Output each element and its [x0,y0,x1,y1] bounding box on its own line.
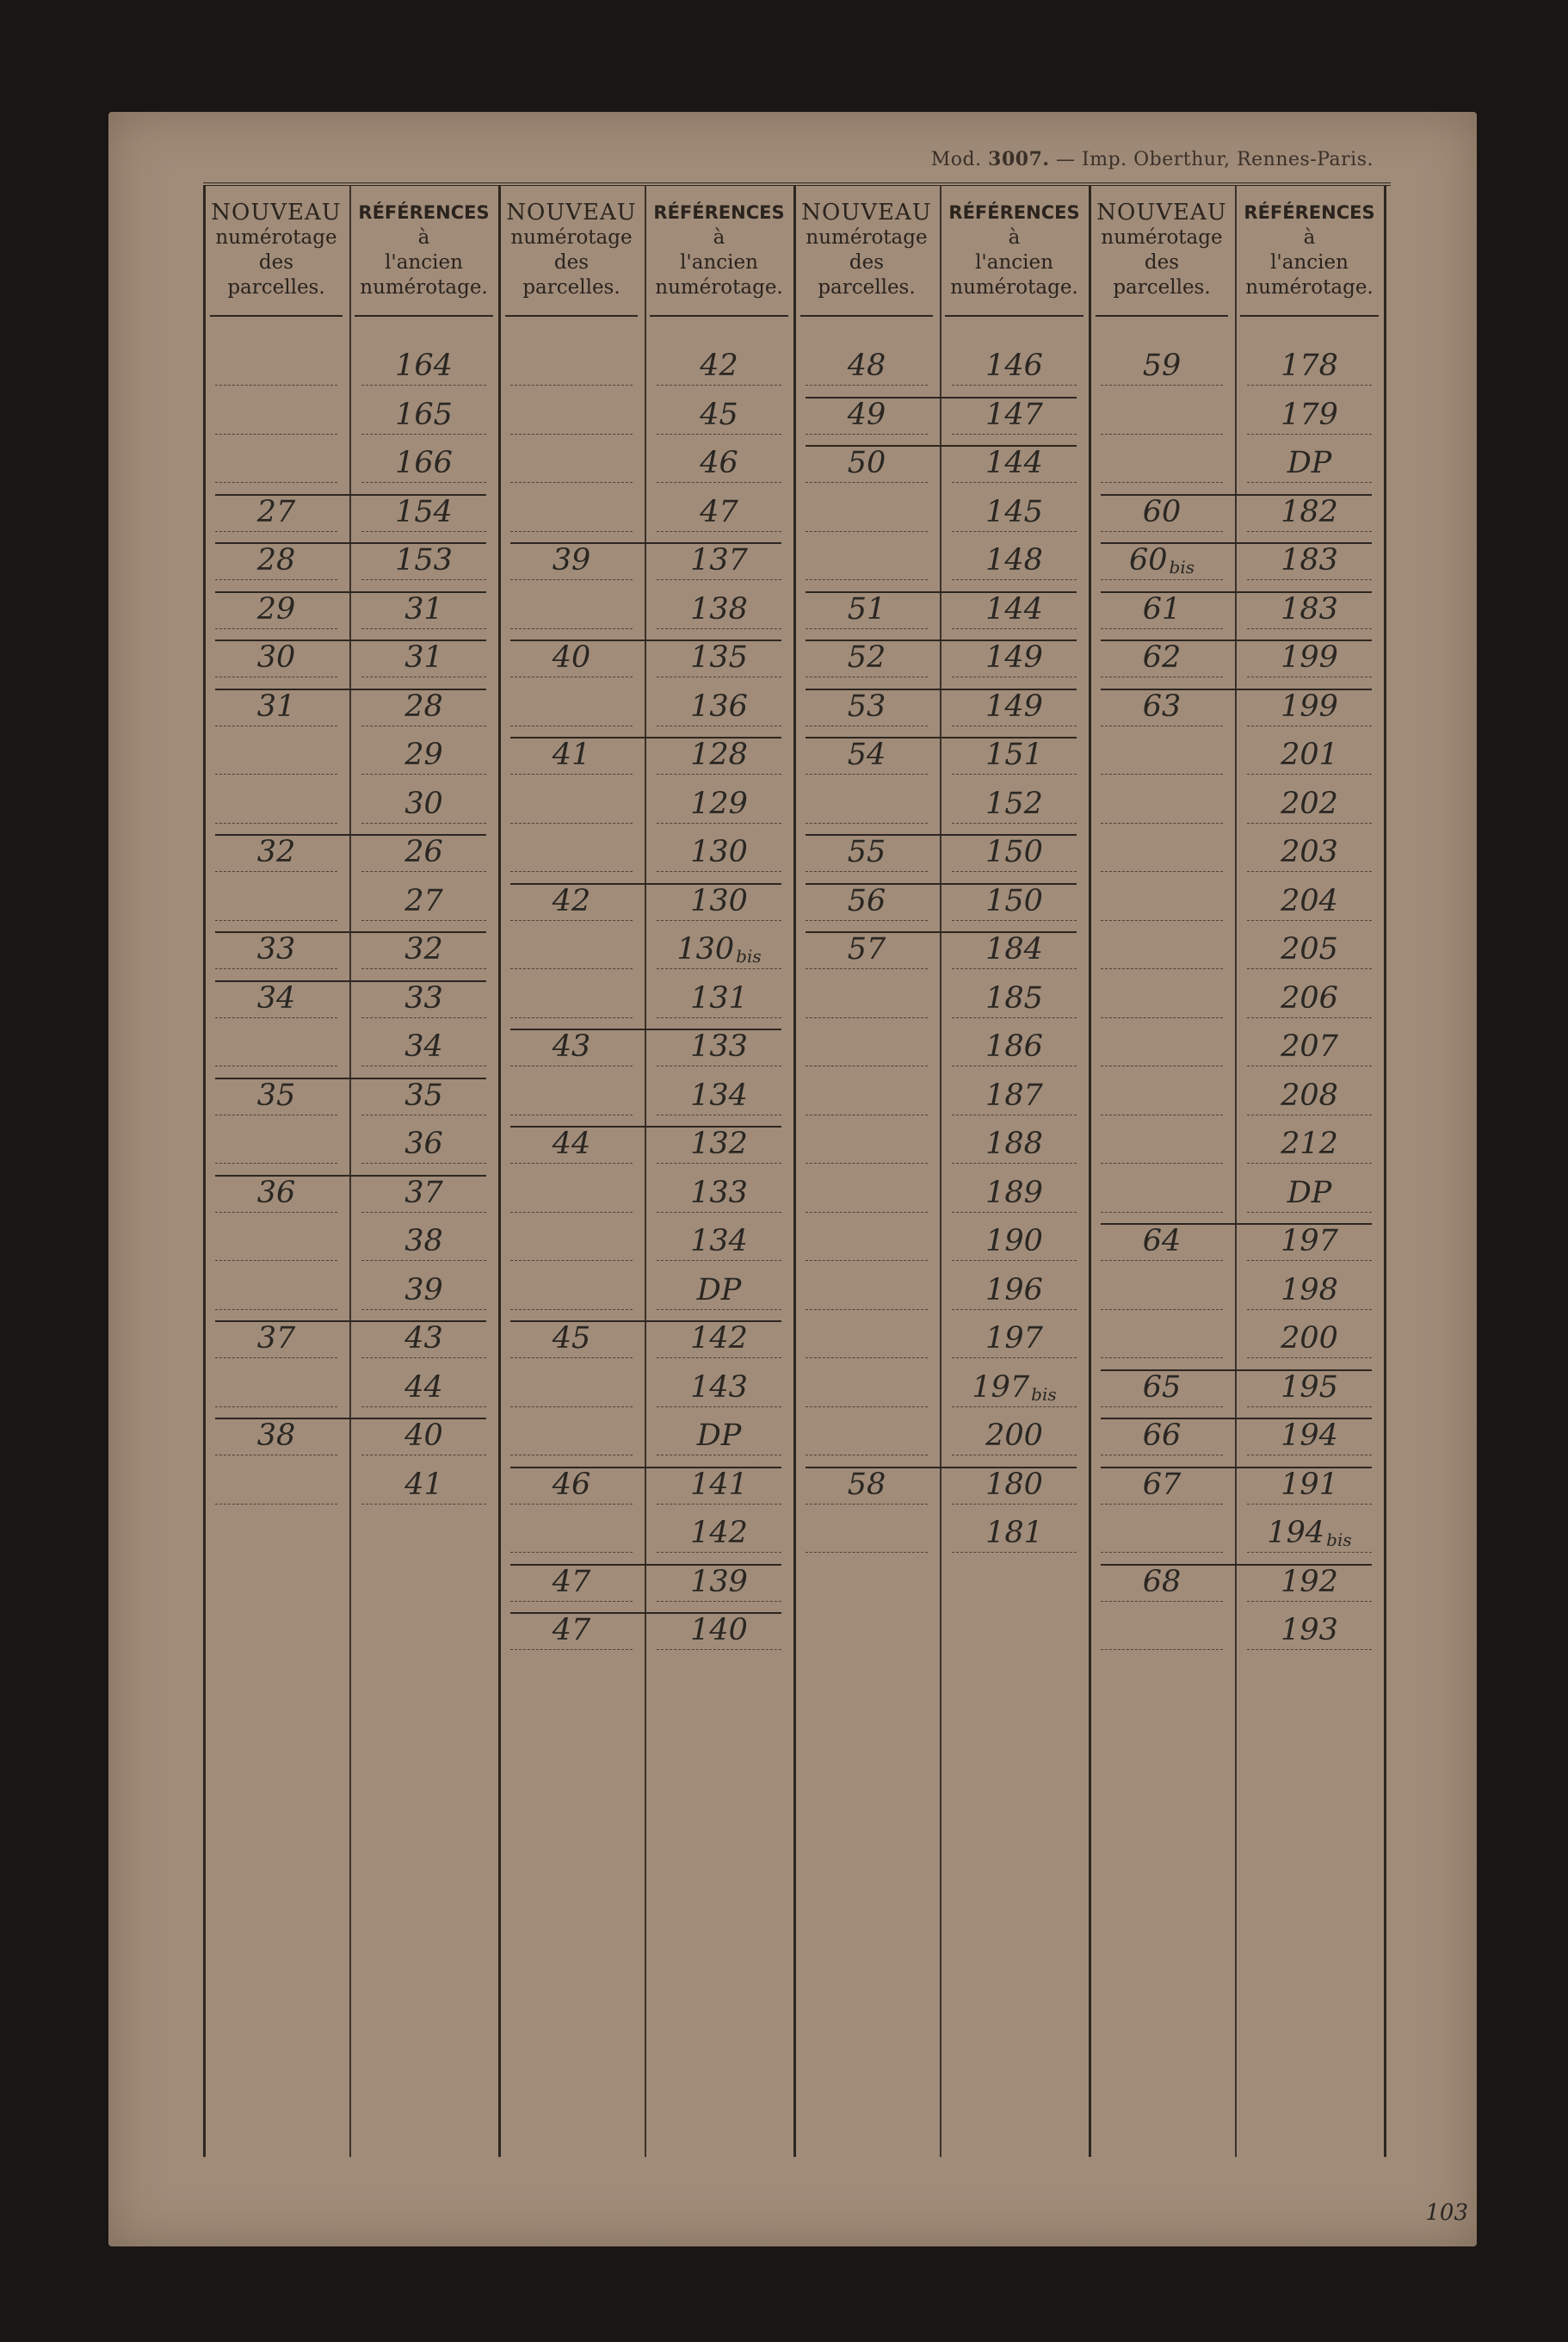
parcel-new-number: 30 [215,633,337,677]
parcel-old-reference: 200 [952,1411,1077,1455]
parcel-new-number [215,1119,337,1164]
parcel-old-reference: 139 [657,1557,781,1602]
parcel-new-number [510,1071,633,1115]
parcel-new-number: 41 [510,730,633,775]
header-line: l'ancien [1270,251,1349,274]
parcel-new-number [510,973,633,1018]
parcel-old-reference: 178 [1247,341,1372,386]
header-nouveau-numerotage [1096,186,1228,317]
parcel-new-number: 52 [806,633,928,677]
parcel-new-number: 47 [510,1557,633,1602]
printer-imprint [931,148,1374,170]
parcel-old-reference: 149 [952,633,1077,677]
column-border [498,186,501,2157]
parcel-old-reference: 166 [361,438,486,483]
parcel-new-number: 55 [806,827,928,872]
column-border [203,186,206,2157]
header-line: des [849,251,885,274]
parcel-old-reference: 199 [1247,682,1372,726]
parcel-new-number [1101,876,1223,921]
parcel-new-number: 68 [1101,1557,1223,1602]
parcel-old-reference: 134 [657,1071,781,1115]
parcel-new-number: 64 [1101,1216,1223,1261]
bis-suffix: bis [1031,1383,1057,1405]
parcel-old-reference: 36 [361,1119,486,1164]
parcel-new-number [806,535,928,580]
parcel-new-number [806,487,928,532]
parcel-new-number: 63 [1101,682,1223,726]
parcel-old-reference: 147 [952,390,1077,435]
parcel-new-number [1101,1119,1223,1164]
header-line: des [1144,251,1180,274]
parcel-new-number: 28 [215,535,337,580]
parcel-old-reference: 150 [952,827,1077,872]
parcel-old-reference: 189 [952,1168,1077,1213]
imprint-number: 3007. [988,148,1050,170]
parcel-new-number [215,1363,337,1407]
parcel-new-number [806,1071,928,1115]
parcel-old-reference: 130 [657,827,781,872]
parcel-old-reference: 44 [361,1363,486,1407]
parcel-new-number: 31 [215,682,337,726]
parcel-new-number [1101,438,1223,483]
parcel-old-reference: 194 bis [1247,1508,1372,1553]
parcel-old-reference: 205 [1247,924,1372,969]
parcel-new-number: 49 [806,390,928,435]
parcel-old-reference: 150 [952,876,1077,921]
parcel-old-reference: DP [657,1411,781,1455]
parcel-old-reference: 35 [361,1071,486,1115]
header-line: NOUVEAU [1096,200,1227,226]
header-references [355,186,493,317]
parcel-old-reference: 30 [361,779,486,824]
header-nouveau-numerotage [210,186,343,317]
parcel-old-reference: 134 [657,1216,781,1261]
parcel-new-number [806,1411,928,1455]
parcel-new-number: 60 bis [1101,535,1223,580]
header-line: parcelles. [1113,276,1211,299]
header-line: numérotage. [1245,276,1374,299]
parcel-old-reference: 186 [952,1022,1077,1066]
parcel-new-number: 42 [510,876,633,921]
parcel-old-reference: 196 [952,1265,1077,1310]
parcel-old-reference: DP [1247,438,1372,483]
parcel-old-reference: 164 [361,341,486,386]
parcel-new-number [1101,1313,1223,1358]
header-line: à [417,226,430,249]
parcel-new-number: 40 [510,633,633,677]
parcel-new-number: 43 [510,1022,633,1066]
header-line: l'ancien [975,251,1053,274]
parcel-old-reference: 131 [657,973,781,1018]
parcel-new-number: 36 [215,1168,337,1213]
parcel-old-reference: 31 [361,633,486,677]
parcel-old-reference: 29 [361,730,486,775]
parcel-new-number: 48 [806,341,928,386]
parcel-new-number [215,1265,337,1310]
parcel-old-reference: 181 [952,1508,1077,1553]
parcel-old-reference: 195 [1247,1363,1372,1407]
parcel-old-reference: 130 [657,876,781,921]
parcel-new-number [1101,924,1223,969]
parcel-new-number [1101,973,1223,1018]
parcel-new-number [1101,730,1223,775]
parcel-old-reference: 208 [1247,1071,1372,1115]
parcel-old-reference: 144 [952,438,1077,483]
parcel-new-number: 37 [215,1313,337,1358]
parcel-new-number: 34 [215,973,337,1018]
parcel-new-number [510,1363,633,1407]
column-border [1384,186,1386,2157]
parcel-new-number [1101,390,1223,435]
parcel-old-reference: 197 [952,1313,1077,1358]
parcel-old-reference: 142 [657,1313,781,1358]
parcel-old-reference: 45 [657,390,781,435]
parcel-old-reference: 141 [657,1460,781,1505]
parcel-old-reference: 180 [952,1460,1077,1505]
parcel-old-reference: 201 [1247,730,1372,775]
parcel-new-number [806,1363,928,1407]
parcel-new-number [1101,779,1223,824]
header-references [650,186,788,317]
parcel-old-reference: 188 [952,1119,1077,1164]
parcel-old-reference: 32 [361,924,486,969]
parcel-old-reference: 212 [1247,1119,1372,1164]
parcel-old-reference: 140 [657,1605,781,1650]
parcel-old-reference: 142 [657,1508,781,1553]
parcel-new-number: 54 [806,730,928,775]
bis-suffix: bis [1326,1529,1352,1550]
header-line: RÉFÉRENCES [1244,202,1375,223]
parcel-new-number [510,682,633,726]
parcel-new-number [510,1265,633,1310]
parcel-new-number [215,876,337,921]
parcel-new-number [510,1411,633,1455]
header-line: numérotage. [950,276,1078,299]
parcel-new-number [215,438,337,483]
header-line: l'ancien [680,251,758,274]
parcel-old-reference: 179 [1247,390,1372,435]
parcel-new-number [806,973,928,1018]
parcel-new-number [806,1119,928,1164]
header-line: à [1008,226,1021,249]
parcel-new-number [806,1313,928,1358]
parcel-new-number: 67 [1101,1460,1223,1505]
parcel-new-number [510,1216,633,1261]
column-border [793,186,796,2157]
parcel-old-reference: 133 [657,1168,781,1213]
parcel-old-reference: 184 [952,924,1077,969]
parcel-new-number [510,390,633,435]
parcel-old-reference: 138 [657,584,781,629]
parcel-new-number [215,779,337,824]
parcel-old-reference: 143 [657,1363,781,1407]
parcel-new-number [510,779,633,824]
parcel-old-reference: 39 [361,1265,486,1310]
parcel-old-reference: 128 [657,730,781,775]
parcel-new-number [1101,827,1223,872]
header-line: numérotage [1101,226,1223,249]
parcel-new-number [510,1168,633,1213]
parcel-old-reference: 37 [361,1168,486,1213]
parcel-old-reference: 33 [361,973,486,1018]
parcel-new-number: 35 [215,1071,337,1115]
parcel-new-number: 29 [215,584,337,629]
parcel-new-number: 39 [510,535,633,580]
parcel-new-number: 33 [215,924,337,969]
parcel-old-reference: 206 [1247,973,1372,1018]
bis-suffix: bis [1169,557,1195,578]
header-line: NOUVEAU [801,200,932,226]
parcel-old-reference: 153 [361,535,486,580]
parcel-old-reference: DP [657,1265,781,1310]
parcel-new-number: 62 [1101,633,1223,677]
parcel-old-reference: 42 [657,341,781,386]
imprint-model: Mod. [930,149,982,170]
header-line: NOUVEAU [211,200,342,226]
parcel-new-number: 38 [215,1411,337,1455]
parcel-old-reference: 193 [1247,1605,1372,1650]
header-line: NOUVEAU [506,200,637,226]
parcel-old-reference: 185 [952,973,1077,1018]
parcel-new-number [1101,1605,1223,1650]
parcel-old-reference: 145 [952,487,1077,532]
header-line: à [1303,226,1316,249]
header-line: à [713,226,725,249]
header-line: des [553,251,590,274]
parcel-new-number [806,1508,928,1553]
parcel-new-number: 44 [510,1119,633,1164]
column-divider [1235,186,1237,2157]
parcel-old-reference: 40 [361,1411,486,1455]
parcel-new-number: 65 [1101,1363,1223,1407]
parcel-old-reference: 194 [1247,1411,1372,1455]
parcel-new-number: 60 [1101,487,1223,532]
header-references [1240,186,1379,317]
parcel-new-number: 32 [215,827,337,872]
header-references [945,186,1083,317]
parcel-new-number [215,1216,337,1261]
parcel-old-reference: 46 [657,438,781,483]
parcel-old-reference: 130 bis [657,924,781,969]
parcel-old-reference: 200 [1247,1313,1372,1358]
parcel-new-number [215,730,337,775]
parcel-new-number: 57 [806,924,928,969]
header-nouveau-numerotage [800,186,933,317]
parcel-new-number: 58 [806,1460,928,1505]
parcel-new-number: 61 [1101,584,1223,629]
parcel-old-reference: 146 [952,341,1077,386]
parcel-old-reference: 187 [952,1071,1077,1115]
header-line: l'ancien [385,251,463,274]
parcel-new-number: 27 [215,487,337,532]
parcel-old-reference: 154 [361,487,486,532]
parcel-old-reference: 129 [657,779,781,824]
header-line: des [258,251,294,274]
header-line: numérotage [215,226,337,249]
parcel-old-reference: 133 [657,1022,781,1066]
header-line: parcelles. [227,276,325,299]
header-line: numérotage [806,226,928,249]
parcel-old-reference: 132 [657,1119,781,1164]
parcel-old-reference: 152 [952,779,1077,824]
parcel-old-reference: 148 [952,535,1077,580]
parcel-old-reference: 28 [361,682,486,726]
parcel-new-number: 47 [510,1605,633,1650]
parcel-old-reference: 183 [1247,584,1372,629]
parcel-old-reference: 43 [361,1313,486,1358]
parcel-old-reference: 137 [657,535,781,580]
parcel-new-number [806,1168,928,1213]
parcel-old-reference: DP [1247,1168,1372,1213]
header-line: numérotage [510,226,633,249]
header-line: numérotage. [655,276,783,299]
parcel-new-number [215,341,337,386]
parcel-new-number [215,1460,337,1505]
parcel-old-reference: 26 [361,827,486,872]
parcel-new-number [1101,1071,1223,1115]
column-divider [645,186,646,2157]
bis-suffix: bis [736,946,762,967]
parcel-new-number: 45 [510,1313,633,1358]
header-line: numérotage. [360,276,488,299]
header-line: RÉFÉRENCES [358,202,490,223]
parcel-new-number [510,487,633,532]
parcel-new-number [510,827,633,872]
parcel-new-number [1101,1022,1223,1066]
parcel-old-reference: 27 [361,876,486,921]
parcel-old-reference: 47 [657,487,781,532]
parcel-old-reference: 41 [361,1460,486,1505]
parcel-old-reference: 190 [952,1216,1077,1261]
parcel-new-number [510,1508,633,1553]
parcel-old-reference: 135 [657,633,781,677]
parcel-new-number: 51 [806,584,928,629]
parcel-old-reference: 144 [952,584,1077,629]
parcel-old-reference: 197 [1247,1216,1372,1261]
parcel-old-reference: 136 [657,682,781,726]
parcel-old-reference: 204 [1247,876,1372,921]
parcel-old-reference: 203 [1247,827,1372,872]
header-line: RÉFÉRENCES [948,202,1080,223]
header-line: parcelles. [522,276,620,299]
parcel-new-number [806,1022,928,1066]
parcel-new-number [806,1216,928,1261]
page-number: 103 [1425,2200,1468,2226]
parcel-new-number [806,1265,928,1310]
parcel-new-number: 66 [1101,1411,1223,1455]
imprint-printer: — Imp. Oberthur, Rennes-Paris. [1056,149,1374,170]
parcel-old-reference: 165 [361,390,486,435]
parcel-old-reference: 149 [952,682,1077,726]
parcel-new-number [215,390,337,435]
parcel-old-reference: 198 [1247,1265,1372,1310]
parcel-new-number [1101,1265,1223,1310]
parcel-new-number [510,438,633,483]
column-divider [940,186,941,2157]
parcel-old-reference: 183 [1247,535,1372,580]
parcel-new-number: 59 [1101,341,1223,386]
parcel-old-reference: 197 bis [952,1363,1077,1407]
parcel-new-number [1101,1508,1223,1553]
parcel-new-number [806,779,928,824]
column-border [1089,186,1091,2157]
parcel-new-number [510,341,633,386]
parcel-new-number: 53 [806,682,928,726]
header-nouveau-numerotage [505,186,638,317]
parcel-new-number [215,1022,337,1066]
parcel-new-number: 46 [510,1460,633,1505]
parcel-new-number [510,584,633,629]
parcel-old-reference: 38 [361,1216,486,1261]
parcel-new-number [510,924,633,969]
parcel-old-reference: 199 [1247,633,1372,677]
parcel-old-reference: 207 [1247,1022,1372,1066]
parcel-old-reference: 34 [361,1022,486,1066]
parcel-new-number: 56 [806,876,928,921]
header-line: RÉFÉRENCES [653,202,785,223]
parcel-old-reference: 151 [952,730,1077,775]
column-divider [349,186,351,2157]
parcel-table [203,182,1391,2157]
header-line: parcelles. [818,276,916,299]
parcel-old-reference: 192 [1247,1557,1372,1602]
parcel-new-number: 50 [806,438,928,483]
document-sheet [108,112,1477,2246]
parcel-old-reference: 202 [1247,779,1372,824]
parcel-new-number [1101,1168,1223,1213]
parcel-old-reference: 182 [1247,487,1372,532]
parcel-old-reference: 191 [1247,1460,1372,1505]
parcel-old-reference: 31 [361,584,486,629]
